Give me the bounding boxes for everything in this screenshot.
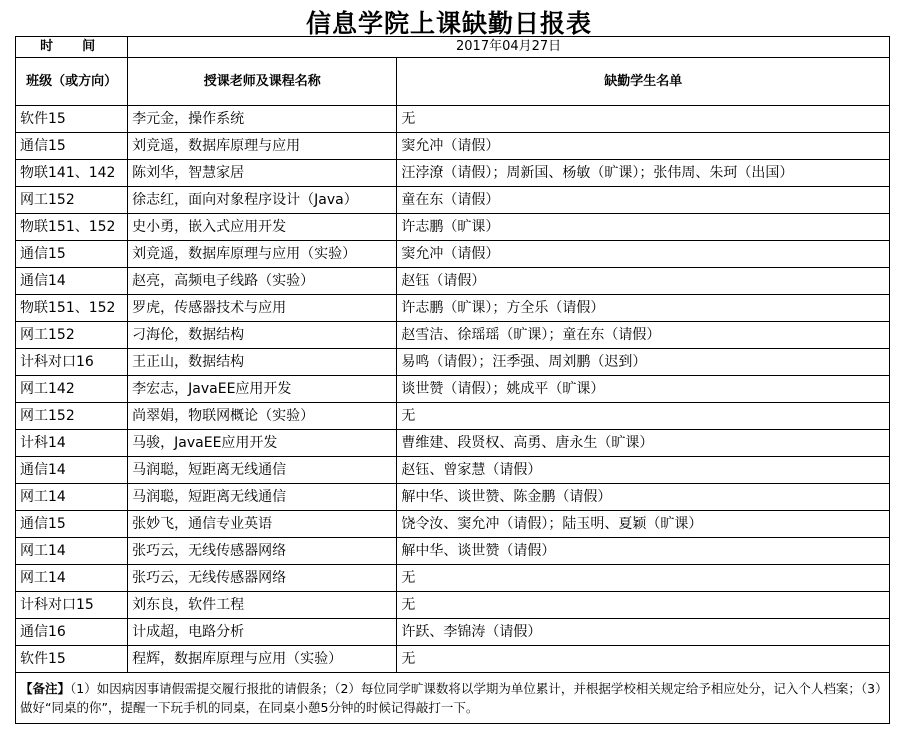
cell-class: 通信14 (16, 457, 128, 484)
report-title: 信息学院上课缺勤日报表 (305, 9, 592, 38)
time-row (16, 37, 890, 58)
cell-teacher-course: 马润聪，短距离无线通信 (128, 457, 397, 484)
time-label: 时 间 (16, 37, 128, 58)
cell-class: 计科对口15 (16, 592, 128, 619)
cell-absent-students: 汪浡潦（请假）；周新国、杨敏（旷课）；张伟周、朱珂（出国） (397, 160, 890, 187)
header-row (16, 58, 890, 106)
table-row (16, 592, 890, 619)
table-row (16, 349, 890, 376)
cell-class: 网工14 (16, 538, 128, 565)
table-row (16, 646, 890, 673)
cell-teacher-course: 刘东良，软件工程 (128, 592, 397, 619)
header-teacher-course: 授课老师及课程名称 (128, 58, 397, 106)
cell-class: 通信15 (16, 511, 128, 538)
table-row (16, 133, 890, 160)
table-row (16, 538, 890, 565)
cell-class: 网工152 (16, 403, 128, 430)
cell-teacher-course: 张妙飞，通信专业英语 (128, 511, 397, 538)
cell-class: 网工152 (16, 322, 128, 349)
cell-absent-students: 赵钰、曾家慧（请假） (397, 457, 890, 484)
cell-teacher-course: 徐志红，面向对象程序设计（Java） (128, 187, 397, 214)
cell-teacher-course: 陈刘华，智慧家居 (128, 160, 397, 187)
cell-absent-students: 解中华、谈世赞、陈金鹏（请假） (397, 484, 890, 511)
table-row (16, 376, 890, 403)
cell-absent-students: 曹维建、段贤权、高勇、唐永生（旷课） (397, 430, 890, 457)
cell-teacher-course: 赵亮，高频电子线路（实验） (128, 268, 397, 295)
table-row (16, 241, 890, 268)
cell-class: 通信16 (16, 619, 128, 646)
cell-class: 网工14 (16, 565, 128, 592)
cell-teacher-course: 马骏，JavaEE应用开发 (128, 430, 397, 457)
table-row (16, 457, 890, 484)
report-date: 2017年04月27日 (128, 37, 890, 58)
cell-absent-students: 赵钰（请假） (397, 268, 890, 295)
cell-absent-students: 无 (397, 592, 890, 619)
cell-teacher-course: 程辉，数据库原理与应用（实验） (128, 646, 397, 673)
cell-class: 网工142 (16, 376, 128, 403)
cell-class: 软件15 (16, 646, 128, 673)
cell-teacher-course: 马润聪，短距离无线通信 (128, 484, 397, 511)
cell-class: 物联151、152 (16, 214, 128, 241)
cell-class: 物联141、142 (16, 160, 128, 187)
cell-absent-students: 易鸣（请假）；汪季强、周刘鹏（迟到） (397, 349, 890, 376)
cell-teacher-course: 张巧云，无线传感器网络 (128, 565, 397, 592)
cell-absent-students: 赵雪洁、徐瑶瑶（旷课）；童在东（请假） (397, 322, 890, 349)
cell-teacher-course: 王正山，数据结构 (128, 349, 397, 376)
table-row (16, 187, 890, 214)
cell-teacher-course: 李元金，操作系统 (128, 106, 397, 133)
cell-absent-students: 童在东（请假） (397, 187, 890, 214)
note-text: （1）如因病因事请假需提交履行报批的请假条；（2）每位同学旷课数将以学期为单位累计，并根据学校相关规定给予相应处分，记入个人档案；（3）做好“同桌的你”，提醒一下玩手机的同桌，在同桌小憩5分钟的时候记得敲打一下。 (20, 681, 882, 715)
table-row (16, 403, 890, 430)
cell-teacher-course: 刘竞遥，数据库原理与应用（实验） (128, 241, 397, 268)
table-row (16, 619, 890, 646)
cell-absent-students: 许志鹏（旷课） (397, 214, 890, 241)
cell-absent-students: 窦允冲（请假） (397, 133, 890, 160)
table-row (16, 160, 890, 187)
cell-class: 物联151、152 (16, 295, 128, 322)
cell-absent-students: 解中华、谈世赞（请假） (397, 538, 890, 565)
table-row (16, 484, 890, 511)
cell-teacher-course: 李宏志，JavaEE应用开发 (128, 376, 397, 403)
table-row (16, 322, 890, 349)
table-row (16, 430, 890, 457)
table-row (16, 565, 890, 592)
table-row (16, 511, 890, 538)
cell-class: 通信15 (16, 133, 128, 160)
cell-absent-students: 无 (397, 106, 890, 133)
attendance-table (15, 36, 890, 724)
cell-absent-students: 无 (397, 403, 890, 430)
table-row (16, 214, 890, 241)
cell-class: 软件15 (16, 106, 128, 133)
cell-class: 计科对口16 (16, 349, 128, 376)
cell-class: 网工152 (16, 187, 128, 214)
header-class: 班级（或方向） (16, 58, 128, 106)
note-label: 【备注】 (20, 681, 71, 696)
cell-absent-students: 许志鹏（旷课）；方全乐（请假） (397, 295, 890, 322)
cell-teacher-course: 罗虎，传感器技术与应用 (128, 295, 397, 322)
note-cell (16, 673, 890, 724)
cell-absent-students: 饶令汝、窦允冲（请假）；陆玉明、夏颖（旷课） (397, 511, 890, 538)
cell-absent-students: 谈世赞（请假）；姚成平（旷课） (397, 376, 890, 403)
cell-teacher-course: 刁海伦，数据结构 (128, 322, 397, 349)
table-row (16, 295, 890, 322)
cell-teacher-course: 尚翠娟，物联网概论（实验） (128, 403, 397, 430)
cell-teacher-course: 张巧云，无线传感器网络 (128, 538, 397, 565)
cell-teacher-course: 刘竞遥，数据库原理与应用 (128, 133, 397, 160)
cell-class: 计科14 (16, 430, 128, 457)
table-row (16, 106, 890, 133)
cell-class: 通信15 (16, 241, 128, 268)
cell-absent-students: 窦允冲（请假） (397, 241, 890, 268)
cell-teacher-course: 计成超，电路分析 (128, 619, 397, 646)
cell-absent-students: 无 (397, 565, 890, 592)
cell-absent-students: 无 (397, 646, 890, 673)
cell-class: 网工14 (16, 484, 128, 511)
cell-teacher-course: 史小勇，嵌入式应用开发 (128, 214, 397, 241)
table-row (16, 268, 890, 295)
cell-class: 通信14 (16, 268, 128, 295)
cell-absent-students: 许跃、李锦涛（请假） (397, 619, 890, 646)
note-row (16, 673, 890, 724)
header-absent-students: 缺勤学生名单 (397, 58, 890, 106)
